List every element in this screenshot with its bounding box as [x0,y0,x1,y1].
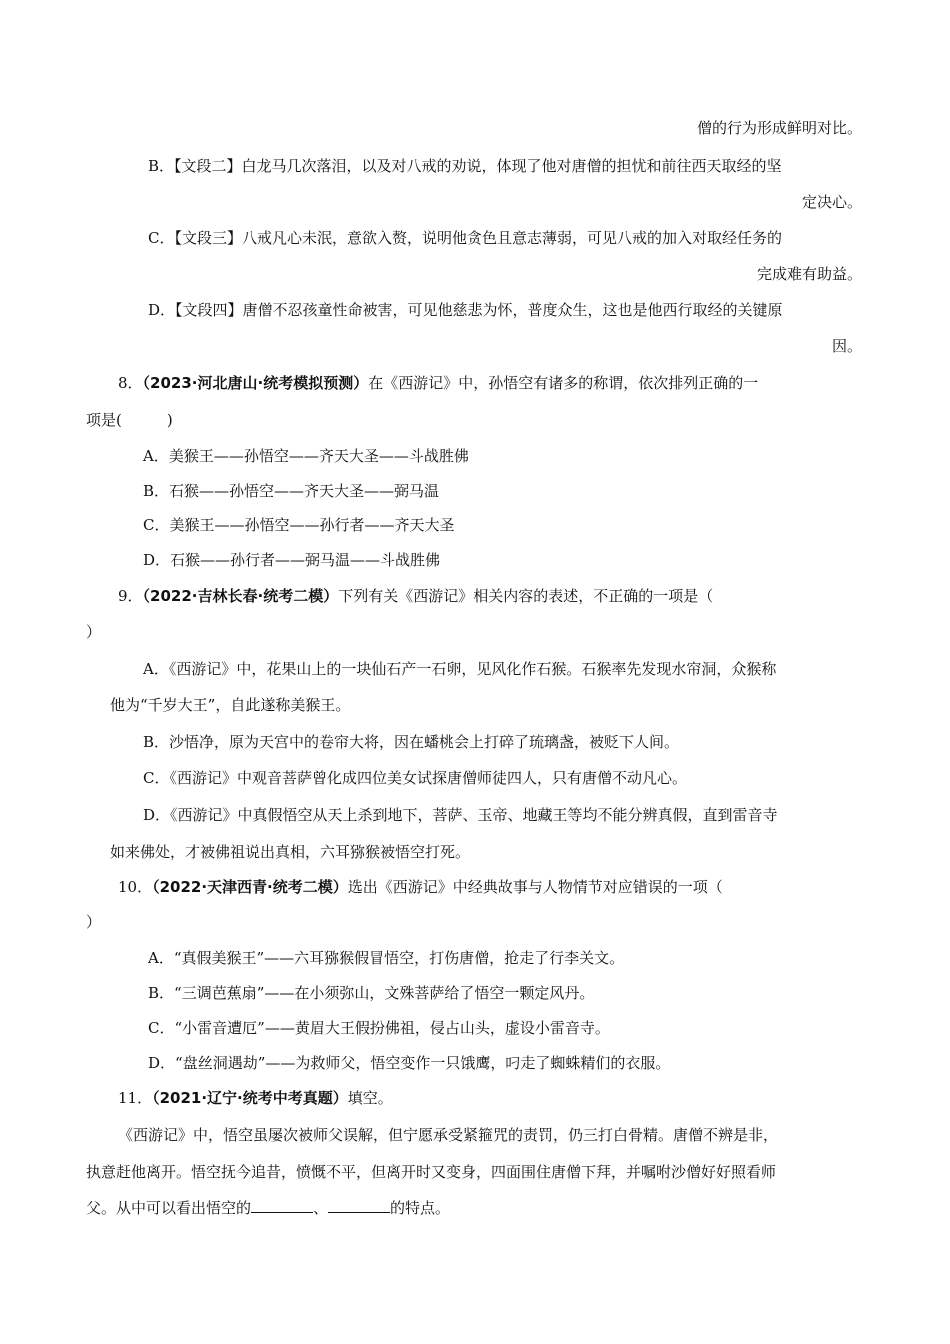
q11-number: 11． [118,1089,153,1107]
q10-option-d: D．“盘丝洞遇劫”——为救师父，悟空变作一只饿鹰，叼走了蜘蛛精们的衣服。 [148,1054,671,1072]
q9-stem-text: 下列有关《西游记》相关内容的表述，不正确的一项是（ [338,587,714,605]
q8-option-a: A．美猴王——孙悟空——齐天大圣——斗战胜佛 [143,447,469,465]
q8-stem-text: 在《西游记》中，孙悟空有诸多的称谓，依次排列正确的一 [368,374,759,392]
q7-option-c: C．【文段三】八戒凡心未泯，意欲入赘，说明他贪色且意志薄弱，可见八戒的加入对取经任务的 [148,229,782,247]
q7-option-c-continuation: 完成难有助益。 [756,265,862,283]
q10-option-a: A．“真假美猴王”——六耳猕猴假冒悟空，打伤唐僧，抢走了行李关文。 [148,949,625,967]
q8-number: 8． [118,374,143,392]
q10-stem-continuation: ） [86,913,102,931]
q11-source: （2021·辽宁·统考中考真题） [152,1089,348,1107]
q8-stem [118,373,758,393]
q9-stem-continuation: ） [86,623,102,641]
q9-option-a: A．《西游记》中，花果山上的一块仙石产一石卵，见风化作石猴。石猴率先发现水帘洞，众猴称 [143,660,777,678]
answer-blank-1[interactable] [251,1198,313,1213]
q7-option-d-continuation: 因。 [831,337,862,355]
q11-separator: 、 [313,1199,329,1217]
q9-option-c: C．《西游记》中观音菩萨曾化成四位美女试探唐僧师徒四人，只有唐僧不动凡心。 [143,769,687,787]
q10-option-c: C．“小雷音遭厄”——黄眉大王假扮佛祖，侵占山头，虚设小雷音寺。 [148,1019,610,1037]
answer-blank-2[interactable] [328,1198,390,1213]
q9-source: （2022·吉林长春·统考二模） [142,587,339,605]
q9-option-a-continuation: 他为“千岁大王”，自此遂称美猴王。 [110,696,351,714]
q11-passage-line-2: 执意赶他离开。悟空抚今追昔，愤慨不平，但离开时又变身，四面围住唐僧下拜，并嘱咐沙僧好好照看师 [86,1163,777,1181]
q7-option-d: D．【文段四】唐僧不忍孩童性命被害，可见他慈悲为怀，普度众生，这也是他西行取经的关键原 [148,301,783,319]
q8-option-c: C．美猴王——孙悟空——孙行者——齐天大圣 [143,516,455,534]
q11-stem [118,1088,393,1108]
q11-passage-end: 的特点。 [390,1199,451,1217]
q11-stem-text: 填空。 [347,1089,393,1107]
q8-source: （2023·河北唐山·统考模拟预测） [142,374,369,392]
q8-option-b: B．石猴——孙悟空——齐天大圣——弼马温 [143,482,440,500]
q11-passage-line-1: 《西游记》中，悟空虽屡次被师父误解，但宁愿承受紧箍咒的责罚，仍三打白骨精。唐僧不辨是非， [118,1126,779,1144]
q10-option-b: B．“三调芭蕉扇”——在小须弥山，文殊菩萨给了悟空一颗定风丹。 [148,984,595,1002]
q8-option-d: D．石猴——孙行者——弼马温——斗战胜佛 [143,551,441,569]
q9-stem [118,586,713,606]
q9-option-d: D．《西游记》中真假悟空从天上杀到地下，菩萨、玉帝、地藏王等均不能分辨真假，直到雷音寺 [143,806,778,824]
q10-source: （2022·天津西青·统考二模） [152,878,348,896]
q11-passage-line-3 [86,1198,450,1218]
q9-number: 9． [118,587,143,605]
q7-option-a-continuation: 僧的行为形成鲜明对比。 [696,119,862,137]
q9-option-b: B．沙悟净，原为天宫中的卷帘大将，因在蟠桃会上打碎了琉璃盏，被贬下人间。 [143,733,680,751]
q10-number: 10． [118,878,153,896]
q9-option-d-continuation: 如来佛处，才被佛祖说出真相，六耳猕猴被悟空打死。 [110,843,471,861]
q7-option-b: B．【文段二】白龙马几次落泪，以及对八戒的劝说，体现了他对唐僧的担忧和前往西天取经的坚 [148,157,782,175]
q8-stem-continuation: 项是( ) [86,411,173,429]
q11-passage-text: 父。从中可以看出悟空的 [86,1199,252,1217]
q7-option-b-continuation: 定决心。 [801,193,862,211]
q10-stem-text: 选出《西游记》中经典故事与人物情节对应错误的一项（ [347,878,723,896]
q10-stem [118,877,723,897]
